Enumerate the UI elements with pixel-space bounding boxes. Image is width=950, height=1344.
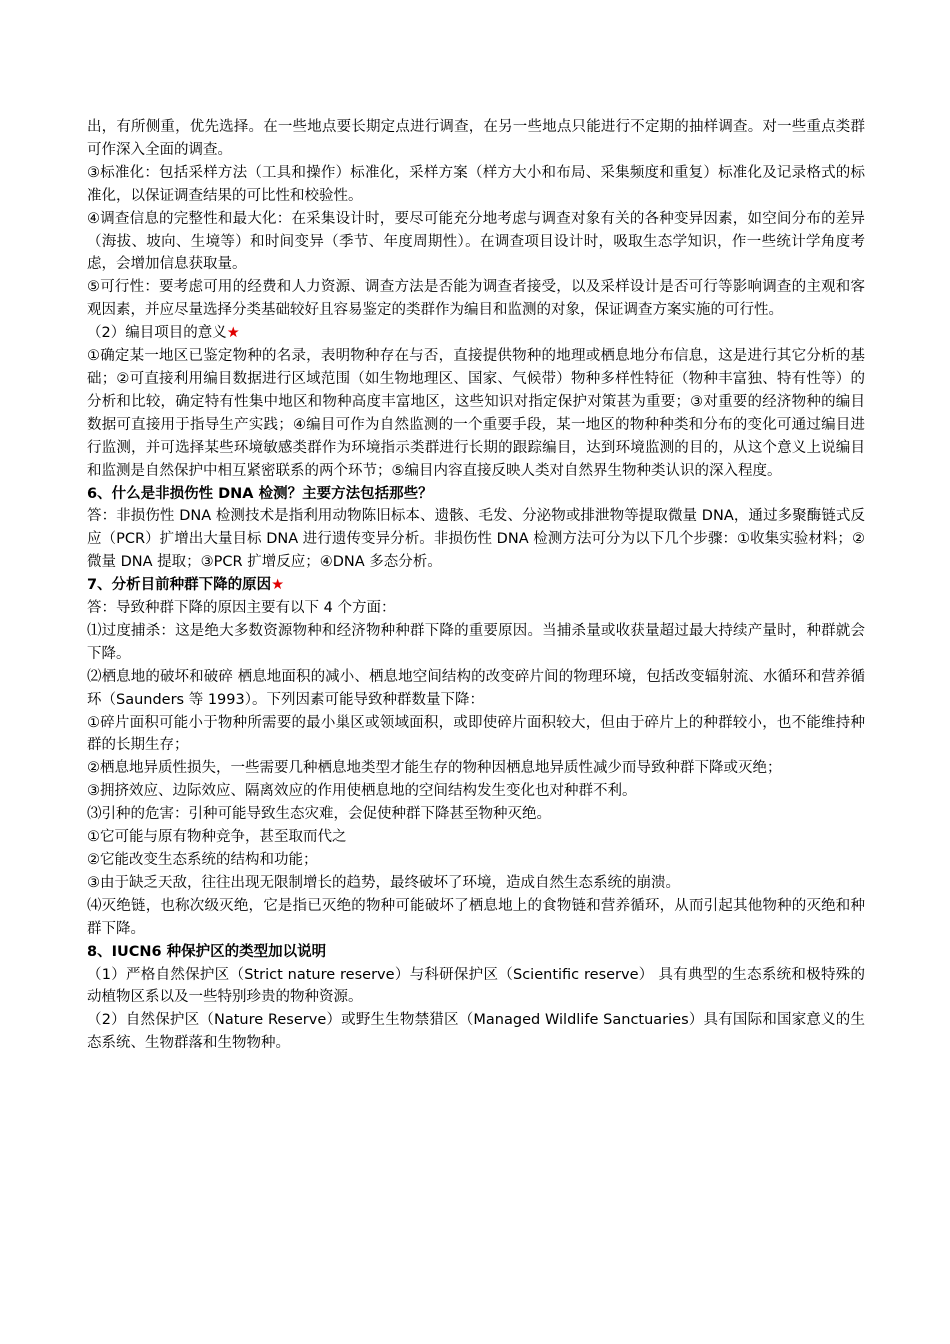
paragraph-text: ①它可能与原有物种竞争，甚至取而代之 [87, 829, 347, 846]
paragraph [87, 826, 865, 849]
paragraph-text: 7、分析目前种群下降的原因 [87, 577, 272, 594]
paragraph [87, 964, 865, 1010]
paragraph-text: 8、IUCN6 种保护区的类型加以说明 [87, 943, 327, 960]
paragraph-text: ⑴过度捕杀：这是绝大多数资源物种和经济物种种群下降的重要原因。当捕杀量或收获量超过最大持续产量时，种群就会下降。 [87, 622, 865, 662]
paragraph [87, 162, 865, 208]
paragraph-text: ⑵栖息地的破坏和破碎 栖息地面积的减小、栖息地空间结构的改变碎片间的物理环境，包括改变辐射流、水循环和营养循环（Saunders 等 1993）。下列因素可能导致种群数量下降： [87, 668, 865, 708]
star-icon: ★ [271, 577, 285, 594]
paragraph [87, 780, 865, 803]
paragraph-text: （1）严格自然保护区（Strict nature reserve）与科研保护区（Scientific reserve） 具有典型的生态系统和极特殊的动植物区系以及一些特别珍贵的物种资源。 [87, 966, 865, 1006]
paragraph-text: 出，有所侧重，优先选择。在一些地点要长期定点进行调查，在另一些地点只能进行不定期的抽样调查。对一些重点类群可作深入全面的调查。 [87, 119, 865, 158]
paragraph-text: ⑷灭绝链，也称次级灭绝，它是指已灭绝的物种可能破坏了栖息地上的食物链和营养循环，从而引起其他物种的灭绝和种群下降。 [87, 897, 865, 937]
paragraph [87, 116, 865, 162]
paragraph [87, 597, 865, 620]
paragraph [87, 712, 865, 758]
paragraph-text: （2）编目项目的意义 [87, 325, 227, 342]
paragraph [87, 757, 865, 780]
paragraph-text: ③由于缺乏天敌，往往出现无限制增长的趋势，最终破坏了环境，造成自然生态系统的崩溃。 [87, 874, 680, 891]
paragraph [87, 208, 865, 277]
paragraph-text: ②栖息地异质性损失，一些需要几种栖息地类型才能生存的物种因栖息地异质性减少而导致种群下降或灭绝； [87, 760, 782, 777]
paragraph [87, 505, 865, 574]
document-page [87, 116, 865, 1055]
paragraph [87, 345, 865, 482]
paragraph-text: 答：非损伤性 DNA 检测技术是指利用动物陈旧标本、遗骸、毛发、分泌物或排泄物等提取微量 DNA，通过多聚酶链式反应（PCR）扩增出大量目标 DNA 进行遗传变异分析。非损伤性 DNA 检测方法可分为以下几个步骤：①收集实验材料；②微量 DNA 提取；③PCR 扩增反应；④DNA 多态分析。 [87, 508, 865, 571]
paragraph-text: ③拥挤效应、边际效应、隔离效应的作用使栖息地的空间结构发生变化也对种群不利。 [87, 783, 637, 800]
paragraph-text: ③标准化：包括采样方法（工具和操作）标准化，采样方案（样方大小和布局、采集频度和重复）标准化及记录格式的标准化，以保证调查结果的可比性和校验性。 [87, 164, 865, 204]
paragraph-text: ②它能改变生态系统的结构和功能； [87, 852, 318, 868]
paragraph-text: （2）自然保护区（Nature Reserve）或野生生物禁猎区（Managed Wildlife Sanctuaries）具有国际和国家意义的生态系统、生物群落和生物物种。 [87, 1012, 865, 1052]
paragraph [87, 276, 865, 322]
paragraph-text: ⑤可行性：要考虑可用的经费和人力资源、调查方法是否能为调查者接受，以及采样设计是否可行等影响调查的主观和客观因素，并应尽量选择分类基础较好且容易鉴定的类群作为编目和监测的对象，保证调查方案实施的可行性。 [87, 279, 865, 319]
section-heading [87, 483, 865, 506]
star-icon: ★ [226, 325, 240, 342]
paragraph-text: 答：导致种群下降的原因主要有以下 4 个方面： [87, 600, 396, 617]
paragraph [87, 1009, 865, 1055]
paragraph [87, 872, 865, 895]
paragraph-text: 6、什么是非损伤性 DNA 检测？主要方法包括那些？ [87, 485, 433, 502]
paragraph [87, 666, 865, 712]
paragraph [87, 803, 865, 826]
paragraph-text: ①碎片面积可能小于物种所需要的最小巢区或领域面积，或即使碎片面积较大，但由于碎片上的种群较小，也不能维持种群的长期生存； [87, 714, 865, 754]
paragraph-text: ⑶引种的危害：引种可能导致生态灾难，会促使种群下降甚至物种灭绝。 [87, 806, 551, 823]
paragraph-text: ④调查信息的完整性和最大化：在采集设计时，要尽可能充分地考虑与调查对象有关的各种变异因素，如空间分布的差异（海拔、坡向、生境等）和时间变异（季节、年度周期性）。在调查项目设计时，吸取生态学知识，作一些统计学角度考虑，会增加信息获取量。 [87, 210, 865, 273]
section-heading [87, 574, 865, 597]
paragraph [87, 895, 865, 941]
paragraph-text: ①确定某一地区已鉴定物种的名录，表明物种存在与否，直接提供物种的地理或栖息地分布信息，这是进行其它分析的基础；②可直接利用编目数据进行区域范围（如生物地理区、国家、气候带）物种多样性特征（物种丰富独、特有性等）的分析和比较，确定特有性集中地区和物种高度丰富地区，这些知识对指定保护对策甚为重要；③对重要的经济物种的编目数据可直接用于指导生产实践；④编目可作为自然监测的一个重要手段，某一地区的物种种类和分布的变化可通过编目进行监测，并可选择某些环境敏感类群作为环境指示类群进行长期的跟踪编目，达到环境监测的目的，从这个意义上说编目和监测是自然保护中相互紧密联系的两个环节；⑤编目内容直接反映人类对自然界生物种类认识的深入程度。 [87, 348, 865, 479]
paragraph [87, 322, 865, 345]
section-heading [87, 941, 865, 964]
paragraph [87, 620, 865, 666]
paragraph [87, 849, 865, 872]
